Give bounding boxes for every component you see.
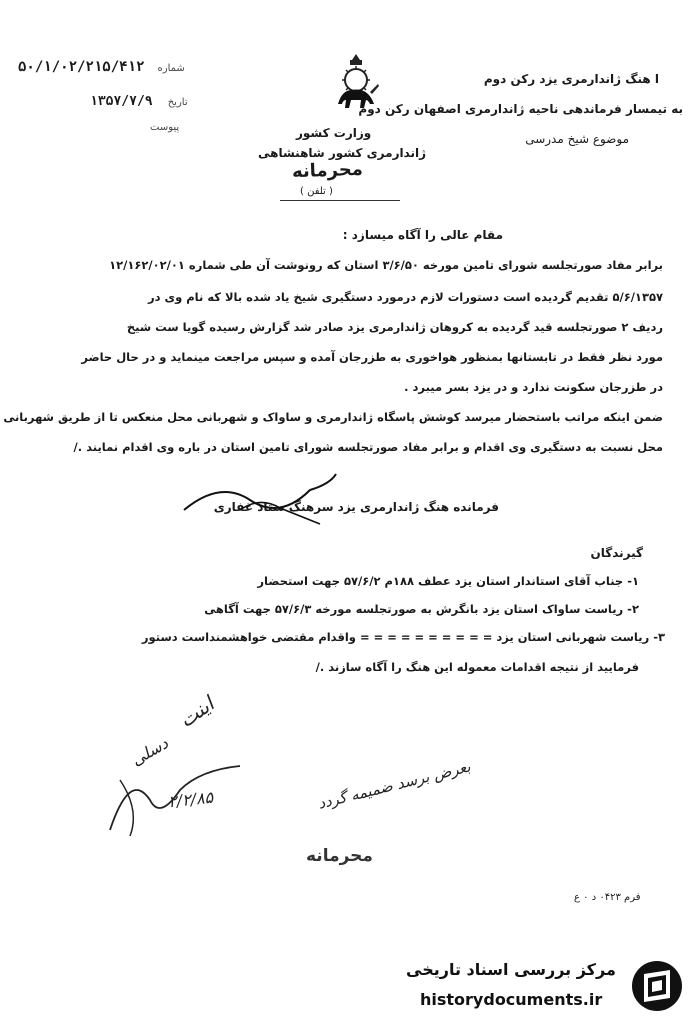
letter-number-label: شماره <box>157 63 185 74</box>
letter-date-row <box>90 90 188 109</box>
archive-url[interactable]: historydocuments.ir <box>420 990 603 1009</box>
form-code: فرم ۰۴۲۳ د ۰ ع <box>574 892 641 903</box>
archive-title: مرکز بررسی اسناد تاریخی <box>406 960 616 979</box>
recipient-item: ۳- ریاست شهربانی استان یزد = = = = = = = = = = واقدام مقتضی خواهشمنداست دستور <box>141 630 665 644</box>
letter-subject: موضوع شیخ مدرسی <box>525 132 629 146</box>
letter-from: ا هنگ ژاندارمری یزد رکن دوم <box>483 72 659 86</box>
ministry-name: وزارت کشور <box>296 126 372 140</box>
recipient-item: ۱- جناب آقای استاندار استان یزد عطف ۱۸۸م ۵۷/۶/۲ جهت استحضار <box>257 574 639 588</box>
stamp-divider <box>280 200 400 201</box>
handwritten-note: ۲/۲/۸۵ <box>167 787 215 812</box>
signature-scribble <box>180 470 340 530</box>
archive-logo-icon <box>630 958 684 1014</box>
handwritten-signature <box>90 760 250 840</box>
body-line: در طزرجان سکونت ندارد و در یزد بسر میبرد . <box>404 380 663 394</box>
recipients-header: گیرندگان <box>590 546 643 560</box>
organization-name: ژاندارمری کشور شاهنشاهی <box>258 146 427 160</box>
recipient-item: ۲- ریاست ساواک استان یزد بانگرش به صورتجلسه مورخه ۵۷/۶/۳ جهت آگاهی <box>204 602 639 616</box>
body-line: ۵/۶/۱۳۵۷ تقدیم گردیده است دستورات لازم درمورد دستگیری شیخ یاد شده بالا که نام وی در <box>148 290 663 304</box>
bottom-classification-stamp: محرمانه <box>306 846 373 866</box>
letter-number-value: ۵۰/۱/۰۲/۲۱۵/۴۱۲ <box>18 59 145 75</box>
handwritten-note: بعرض برسد ضمیمه گردد <box>316 757 473 813</box>
recipient-item: فرمایید از نتیجه اقدامات معموله این هنگ را آگاه سازند ./ <box>315 660 639 674</box>
handwritten-note: اینت <box>174 691 219 733</box>
classification-stamp: محرمانه <box>291 158 364 183</box>
body-line: مورد نظر فقط در تابستانها بمنظور هواخوری به طزرجان آمده و سپس مراجعت مینماید و در حال حاضر <box>81 350 663 364</box>
letter-number-row <box>18 56 185 75</box>
body-line: برابر مفاد صورتجلسه شورای تامین مورخه ۳/۶/۵۰ استان که رونوشت آن طی شماره ۱۲/۱۶۲/۰۲/۰۱ <box>109 258 663 272</box>
phone-label: ( تلفن ) <box>300 186 333 197</box>
letter-date-label: تاریخ <box>167 97 188 108</box>
body-line: ضمن اینکه مراتب باستحضار میرسد کوشش پاسگاه ژاندارمری و ساواک و شهربانی محل منعکس تا از طریق شهربانی <box>3 410 663 424</box>
body-line: ردیف ۲ صورتجلسه قید گردیده به کروهان ژاندارمری یزد صادر شد گزارش رسیده گویا ست شیخ <box>126 320 663 334</box>
letter-to: به تیمسار فرماندهی ناحیه ژاندارمری اصفهان رکن دوم <box>358 102 683 116</box>
letter-date-value: ۱۳۵۷/۷/۹ <box>90 94 153 109</box>
salutation: مقام عالی را آگاه میسازد : <box>342 228 503 242</box>
signatory: فرمانده هنگ ژاندارمری یزد سرهنگ ستاد غفاری <box>213 500 499 514</box>
handwritten-note: دسلی <box>127 733 172 770</box>
letter-attachment-label: پیوست <box>150 122 180 133</box>
body-line: محل نسبت به دستگیری وی اقدام و برابر مفاد صورتجلسه شورای تامین استان در باره وی اقدام نمایند ./ <box>73 440 663 454</box>
